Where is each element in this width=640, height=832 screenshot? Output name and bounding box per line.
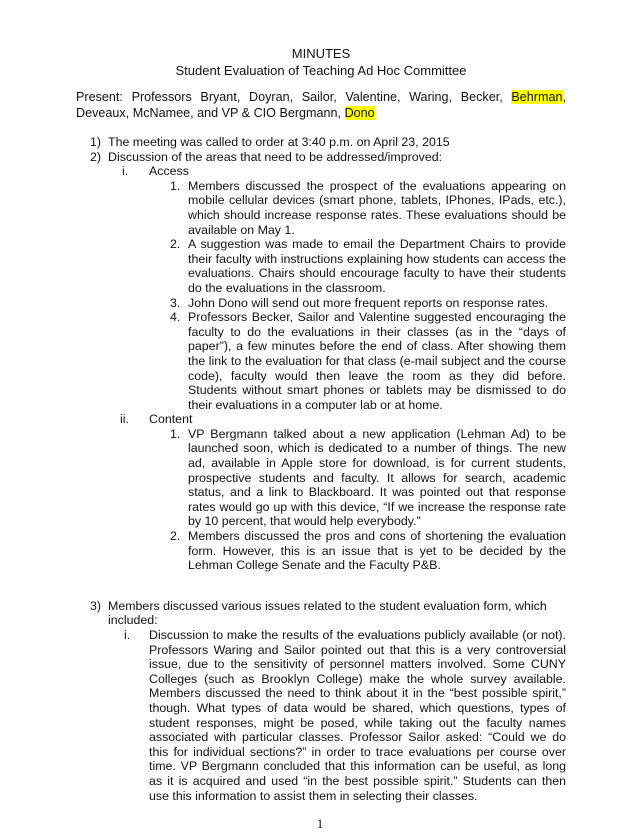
point-number: 1. bbox=[170, 178, 181, 193]
page-number: 1 bbox=[316, 816, 324, 832]
content-points bbox=[76, 427, 566, 573]
section-text: Discussion to make the results of the evaluations publicly available (or not). Professors Waring and Sailor pointed out that this is a very controversial issue, due to the sensitivity of personnel matters involved. Some CUNY Colleges (such as Brooklyn College) make the whole survey available. Members discussed the need to think about it in the “best possible spirit,” though. What types of data would be shared, which questions, types of student responses, might be posed, while taking out the faculty names associated with particular classes. Professor Sailor asked: “Could we do this for individual sections?” in order to trace evaluations per course over time. VP Bergmann concluded that this information can be useful, as long as it is acquired and used “in the best possible spirit.” Students can then use this information to assist them in selecting their classes. bbox=[149, 628, 566, 803]
attendees-list-cont: , Deveaux, McNamee, and VP & CIO Bergmann, bbox=[76, 90, 566, 120]
item-number: 1) bbox=[90, 135, 102, 149]
highlighted-name: Behrman bbox=[511, 90, 563, 104]
attendees bbox=[76, 89, 566, 121]
section-heading bbox=[76, 412, 566, 427]
list-item bbox=[76, 599, 566, 628]
access-points bbox=[76, 179, 566, 413]
point-text: Members discussed the pros and cons of shortening the evaluation form. However, this is an issue that is yet to be decided by the Lehman College Senate and the Faculty P&B. bbox=[188, 529, 566, 573]
item-text: Discussion of the areas that need to be addressed/improved: bbox=[108, 149, 443, 164]
attendees-list: Present: Professors Bryant, Doyran, Sailor, Valentine, Waring, Becker, bbox=[76, 90, 512, 104]
section-title: Access bbox=[149, 164, 189, 179]
highlighted-name: Dono bbox=[344, 106, 375, 120]
section-number: ii. bbox=[120, 412, 129, 427]
point-text: A suggestion was made to email the Department Chairs to provide their faculty with instructions explaining how students can access the evaluations. Chairs should encourage faculty to have their students do the evaluations in the classroom. bbox=[188, 237, 566, 295]
point-number: 1. bbox=[170, 426, 181, 441]
item-text: Members discussed various issues related to the student evaluation form, which included: bbox=[108, 598, 547, 628]
section-heading bbox=[76, 164, 566, 179]
list-item bbox=[76, 150, 566, 165]
document-title: MINUTES bbox=[291, 46, 351, 61]
section-number: i. bbox=[124, 628, 131, 642]
point-text: Professors Becker, Sailor and Valentine suggested encouraging the faculty to do the evaluations in their classes (as in the “days of paper”), a few minutes before the end of class. After showing them the link to the evaluation for that class (e-mail subject and the course code), faculty would then leave the room as they did before. Students without smart phones or tablets may be dismissed to do their evaluations in a computer lab or at home. bbox=[188, 310, 566, 412]
item-number: 3) bbox=[90, 598, 102, 613]
point-number: 2. bbox=[170, 529, 181, 544]
point-text: Members discussed the prospect of the evaluations appearing on mobile cellular devices (smart phone, tablets, IPhones, IPads, etc.), which should increase response rates. These evaluations should be available on May 1. bbox=[188, 178, 566, 237]
section-number: i. bbox=[122, 164, 129, 179]
document-subtitle: Student Evaluation of Teaching Ad Hoc Committee bbox=[175, 63, 467, 78]
point-number: 2. bbox=[170, 237, 181, 252]
item-text: The meeting was called to order at 3:40 p.m. on April 23, 2015 bbox=[108, 135, 450, 149]
discussion-section bbox=[76, 628, 566, 803]
section-title: Content bbox=[149, 412, 193, 427]
point-number: 4. bbox=[170, 310, 181, 325]
point-text: John Dono will send out more frequent reports on response rates. bbox=[188, 295, 549, 310]
point-number: 3. bbox=[170, 295, 181, 310]
item-number: 2) bbox=[90, 149, 102, 164]
list-item bbox=[76, 135, 566, 150]
point-text: VP Bergmann talked about a new application (Lehman Ad) to be launched soon, which is dedicated to a number of things. The new ad, available in Apple store for download, is for current students, prospective students and faculty. It allows for search, academic status, and a link to Blackboard. It was pointed out that response rates would go up with this device, “If we increase the response rate by 10 percent, that would help everybody.” bbox=[188, 426, 566, 529]
